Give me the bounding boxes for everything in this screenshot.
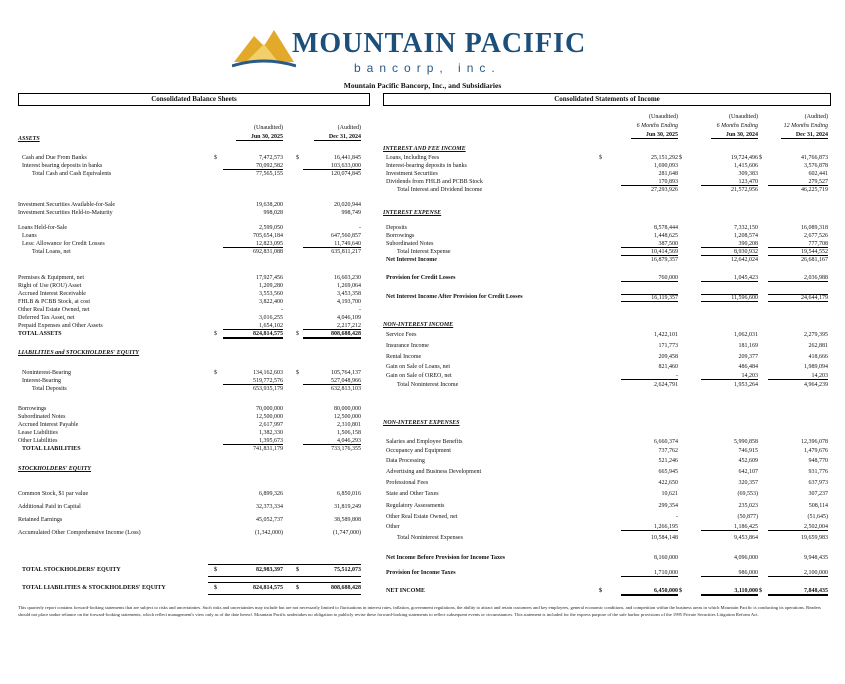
is-value-col1: 10,584,148 [651, 535, 678, 541]
is-row-label: Occupancy and Equipment [386, 448, 451, 454]
bs-value-jun-2025: 70,000,000 [256, 406, 283, 412]
bs-row-label: Deferred Tax Asset, net [18, 315, 75, 321]
is-row-label: NON-INTEREST EXPENSES [383, 420, 460, 426]
bs-value-dec-2024: 6,850,016 [337, 491, 361, 497]
is-value-col2: 1,953,264 [734, 382, 758, 388]
is-value-col3: 948,770 [808, 458, 828, 464]
bs-value-jun-2025: 1,382,330 [259, 430, 283, 436]
is-row-label: NET INCOME [386, 588, 426, 594]
bs-row-label: Borrowings [18, 406, 47, 412]
bs-row-label: Retained Earnings [18, 517, 63, 523]
is-value-col2: 1,045,423 [701, 275, 758, 282]
is-value-col3: 26,681,167 [801, 257, 828, 263]
bs-dollar-sign: $ [214, 567, 217, 573]
bs-value-dec-2024: 16,441,845 [334, 155, 361, 161]
is-row-label: Interest-bearing deposits in banks [386, 163, 467, 169]
is-value-col1: 760,000 [621, 275, 678, 282]
bs-value-jun-2025: 6,899,326 [259, 491, 283, 497]
is-row-label: Rental Income [386, 354, 422, 360]
bs-value-dec-2024: - [359, 225, 361, 231]
is-value-col1: 422,650 [658, 480, 678, 486]
bs-dollar-sign: $ [214, 155, 217, 161]
bs-value-dec-2024: (1,747,000) [333, 530, 361, 536]
bs-value-dec-2024: 733,176,355 [331, 446, 361, 452]
bs-value-dec-2024: 4,193,700 [337, 299, 361, 305]
is-value-col3: 777,708 [768, 241, 828, 248]
is-value-col1: 10,621 [661, 491, 678, 497]
is-value-col1: - [621, 373, 678, 380]
bs-value-dec-2024: 31,819,249 [334, 504, 361, 510]
is-value-col1: 821,460 [658, 364, 678, 370]
bs-row-label: Less: Allowance for Credit Losses [22, 241, 105, 247]
is-dollar-sign: $ [679, 155, 682, 161]
bs-value-dec-2024: 998,749 [341, 210, 361, 216]
bs-row-label: Right of Use (ROU) Asset [18, 283, 82, 289]
is-value-col3: 418,666 [808, 354, 828, 360]
is-value-col2: 21,572,956 [731, 187, 758, 193]
bs-value-jun-2025: 2,617,997 [259, 422, 283, 428]
bs-dollar-sign: $ [296, 585, 299, 591]
bs-value-jun-2025: 77,565,155 [256, 171, 283, 177]
bs-row-label: FHLB & PCBB Stock, at cost [18, 299, 91, 305]
is-value-col2: 309,383 [738, 171, 758, 177]
bs-value-dec-2024: 808,688,428 [331, 585, 361, 591]
is-value-col1: 1,422,101 [654, 332, 678, 338]
bs-row-label: Interest-Bearing [22, 378, 61, 384]
is-value-col3: 279,527 [768, 179, 828, 186]
is-value-col3: 1,989,094 [804, 364, 828, 370]
bs-row-label: Noninterest-Bearing [22, 370, 71, 376]
is-value-col2: 19,724,496 [731, 155, 758, 161]
is-value-col2: 4,096,000 [734, 555, 758, 561]
bs-dollar-sign: $ [296, 331, 299, 337]
bs-row-label: Accrued Interest Receivable [18, 291, 86, 297]
bs-dollar-sign: $ [214, 585, 217, 591]
bs-value-jun-2025: 70,092,582 [223, 163, 283, 170]
bs-row-label: Cash and Due From Banks [22, 155, 87, 161]
bs-row-label: Common Stock, $1 par value [18, 491, 89, 497]
bs-value-dec-2024: 647,560,857 [331, 233, 361, 239]
is-value-col2: 486,484 [738, 364, 758, 370]
is-value-col3: 46,225,719 [801, 187, 828, 193]
is-value-col2: 746,915 [738, 448, 758, 454]
bs-row-label: Loans Held-for-Sale [18, 225, 68, 231]
bs-row-label: TOTAL LIABILITIES & STOCKHOLDERS' EQUITY [22, 585, 166, 591]
company-logo [232, 20, 587, 76]
bs-row-label: LIABILITIES and STOCKHOLDERS' EQUITY [18, 350, 140, 356]
is-row-label: Dividends from FHLB and PCBB Stock [386, 179, 483, 185]
bs-value-dec-2024: 103,633,000 [303, 163, 361, 170]
is-value-col3: 307,237 [808, 491, 828, 497]
bs-value-jun-2025: 3,822,400 [259, 299, 283, 305]
is-value-col3: 4,964,239 [804, 382, 828, 388]
bs-value-dec-2024: 1,269,064 [337, 283, 361, 289]
bs-value-jun-2025: 134,162,603 [253, 370, 283, 376]
bs-row-label: TOTAL STOCKHOLDERS' EQUITY [22, 567, 121, 573]
is-value-col2: 320,357 [738, 480, 758, 486]
is-value-col1: 6,450,000 [621, 588, 678, 596]
is-value-col3: 41,766,873 [801, 155, 828, 161]
balance-sheet-table [18, 114, 368, 594]
is-value-col2: 642,107 [738, 469, 758, 475]
bs-value-dec-2024: 12,500,000 [334, 414, 361, 420]
bs-value-jun-2025: 45,052,737 [256, 517, 283, 523]
is-col2-period: 6 Months Ending [716, 123, 758, 129]
is-value-col3: 12,396,078 [801, 439, 828, 445]
is-row-label: INTEREST AND FEE INCOME [383, 146, 466, 152]
is-value-col1: 16,119,357 [621, 294, 678, 302]
is-row-label: Professional Fees [386, 480, 429, 486]
bs-value-jun-2025: 3,553,560 [259, 291, 283, 297]
bs-value-jun-2025: 2,599,050 [259, 225, 283, 231]
is-dollar-sign: $ [599, 155, 602, 161]
is-col2-status: (Unaudited) [729, 114, 758, 120]
is-row-label: Investment Securities [386, 171, 438, 177]
is-value-col2: (50,877) [737, 514, 758, 520]
bs-value-dec-2024: - [359, 307, 361, 313]
is-value-col2: 390,208 [701, 241, 758, 248]
is-value-col2: 235,023 [738, 503, 758, 509]
bs-col1-status: (Unaudited) [254, 125, 283, 131]
is-dollar-sign: $ [759, 588, 762, 594]
is-value-col1: 171,773 [658, 343, 678, 349]
bs-total-rule [208, 564, 361, 565]
is-value-col1: 170,893 [621, 179, 678, 186]
is-value-col1: 281,648 [658, 171, 678, 177]
is-row-label: Net Interest Income [386, 257, 437, 263]
is-value-col3: 2,036,988 [768, 275, 828, 282]
is-value-col1: - [676, 514, 678, 520]
bs-value-jun-2025: 653,935,179 [253, 386, 283, 392]
bs-row-label: Investment Securities Available-for-Sale [18, 202, 116, 208]
bs-value-jun-2025: 3,016,255 [259, 315, 283, 321]
bs-value-jun-2025: 1,209,280 [259, 283, 283, 289]
bs-row-label: Total Deposits [32, 386, 67, 392]
bs-row-label: Other Real Estate Owned, net [18, 307, 90, 313]
forward-looking-disclaimer: This quarterly report contains forward-looking statements that are subject to risks and uncertainties. Such risks and uncertainties may include but are not necessarily limited to fluctuations in interest rates, inflation, government regulations, the ability to attract and retain customers and key employees, general economic conditions, and competition within the business areas in which Mountain Pacific is conducting its operations. Readers should not place undue reliance on the forward-looking statements, which reflect management's view only as of the date hereof. Mountain Pacific undertakes no obligation to publicly revise these forward-looking statements to reflect subsequent events or circumstances. This statement is included for the express purpose of the safe harbor provisions of the 1995 Private Securities Litigation Reform Act. [18, 605, 821, 617]
is-value-col3: 2,279,395 [804, 332, 828, 338]
bs-value-dec-2024: 2,310,801 [337, 422, 361, 428]
is-value-col3: 7,848,435 [768, 588, 828, 596]
bs-value-dec-2024: 527,048,966 [303, 378, 361, 385]
is-value-col1: 1,690,093 [654, 163, 678, 169]
is-value-col3: 931,776 [808, 469, 828, 475]
is-row-label: Total Interest Expense [397, 249, 451, 255]
bs-value-jun-2025: 824,814,575 [223, 331, 283, 339]
bs-total-rule [208, 576, 361, 577]
bs-value-dec-2024: 4,046,293 [303, 438, 361, 445]
is-value-col1: 10,414,569 [621, 249, 678, 256]
bs-col1-date: Jun 30, 2025 [236, 134, 283, 141]
bs-value-dec-2024: 38,589,808 [334, 517, 361, 523]
is-row-label: Gain on Sale of Loans, net [386, 364, 450, 370]
is-col1-date: Jun 30, 2025 [631, 132, 678, 139]
is-value-col3: 2,677,526 [804, 233, 828, 239]
bs-value-dec-2024: 16,603,230 [334, 275, 361, 281]
is-value-col1: 8,578,444 [654, 225, 678, 231]
bs-value-jun-2025: 7,472,573 [259, 155, 283, 161]
is-row-label: Net Interest Income After Provision for Credit Losses [386, 294, 523, 300]
is-row-label: Regulatory Assessments [386, 503, 445, 509]
bs-value-jun-2025: (1,342,000) [255, 530, 283, 536]
is-value-col3: 3,576,878 [804, 163, 828, 169]
is-row-label: State and Other Taxes [386, 491, 439, 497]
is-row-label: Advertising and Business Development [386, 469, 482, 475]
bs-total-rule [208, 582, 361, 583]
is-row-label: Loans, Including Fees [386, 155, 440, 161]
bs-value-jun-2025: 1,654,102 [223, 323, 283, 330]
bs-value-dec-2024: 808,688,428 [303, 331, 361, 339]
is-col2-date: Jun 30, 2024 [711, 132, 758, 139]
bs-value-dec-2024: 11,749,640 [303, 241, 361, 248]
is-value-col1: 387,500 [621, 241, 678, 248]
bs-value-jun-2025: 741,831,179 [253, 446, 283, 452]
is-value-col2: 11,596,600 [701, 294, 758, 302]
is-value-col1: 665,945 [658, 469, 678, 475]
is-dollar-sign: $ [679, 588, 682, 594]
is-value-col3: 9,948,435 [804, 555, 828, 561]
is-value-col3: 24,644,179 [768, 294, 828, 302]
is-col1-status: (Unaudited) [649, 114, 678, 120]
bs-value-dec-2024: 75,512,073 [334, 567, 361, 573]
bs-value-dec-2024: 4,046,109 [337, 315, 361, 321]
bs-row-label: ASSETS [18, 136, 40, 142]
bs-value-jun-2025: 998,028 [263, 210, 283, 216]
is-value-col2: 452,609 [738, 458, 758, 464]
is-row-label: Total Noninterest Income [397, 382, 459, 388]
is-value-col2: 8,930,932 [701, 249, 758, 256]
balance-sheet-heading: Consolidated Balance Sheets [18, 93, 370, 106]
bs-row-label: TOTAL ASSETS [18, 331, 62, 337]
bs-col2-status: (Audited) [337, 125, 361, 131]
is-value-col1: 8,160,000 [654, 555, 678, 561]
is-value-col3: 19,659,983 [801, 535, 828, 541]
bs-value-dec-2024: 632,813,103 [331, 386, 361, 392]
is-value-col2: (69,553) [737, 491, 758, 497]
bs-value-dec-2024: 1,506,158 [337, 430, 361, 436]
is-dollar-sign: $ [759, 155, 762, 161]
is-col1-period: 6 Months Ending [636, 123, 678, 129]
bs-value-jun-2025: 1,395,673 [223, 438, 283, 445]
is-value-col1: 1,710,000 [621, 570, 678, 577]
is-value-col1: 1,266,195 [621, 524, 678, 531]
is-value-col2: 1,415,606 [734, 163, 758, 169]
bs-row-label: Accumulated Other Comprehensive Income (Loss) [18, 530, 141, 536]
bs-row-label: Lease Liabilities [18, 430, 58, 436]
bs-row-label: Accrued Interest Payable [18, 422, 79, 428]
is-value-col1: 299,354 [658, 503, 678, 509]
bs-row-label: Investment Securities Held-to-Maturity [18, 210, 113, 216]
company-title: Mountain Pacific Bancorp, Inc., and Subsidiaries [343, 81, 502, 90]
is-value-col2: 12,642,024 [731, 257, 758, 263]
bs-row-label: Additional Paid in Capital [18, 504, 81, 510]
is-value-col2: 9,453,864 [734, 535, 758, 541]
is-value-col3: 602,441 [808, 171, 828, 177]
bs-value-jun-2025: 12,823,095 [223, 241, 283, 248]
is-row-label: Borrowings [386, 233, 415, 239]
is-dollar-sign: $ [599, 588, 602, 594]
is-row-label: NON-INTEREST INCOME [383, 322, 454, 328]
is-row-label: Total Noninterest Expenses [397, 535, 463, 541]
is-value-col3: 16,089,318 [801, 225, 828, 231]
mountain-logo-icon [232, 22, 296, 70]
bs-total-rule [208, 594, 361, 595]
bs-dollar-sign: $ [296, 370, 299, 376]
is-value-col3: 19,544,552 [768, 249, 828, 256]
income-statement-table [383, 114, 829, 594]
is-row-label: Other [386, 524, 400, 530]
bs-row-label: Prepaid Expenses and Other Assets [18, 323, 103, 329]
bs-dollar-sign: $ [296, 567, 299, 573]
is-row-label: Data Processing [386, 458, 425, 464]
is-value-col1: 737,762 [658, 448, 678, 454]
is-col3-status: (Audited) [804, 114, 828, 120]
is-row-label: Salaries and Employee Benefits [386, 439, 463, 445]
is-row-label: Subordinated Notes [386, 241, 434, 247]
is-value-col3: (51,645) [807, 514, 828, 520]
is-value-col3: 1,479,676 [804, 448, 828, 454]
logo-wordmark: MOUNTAIN PACIFIC [292, 28, 587, 59]
bs-dollar-sign: $ [214, 331, 217, 337]
bs-row-label: Premises & Equipment, net [18, 275, 84, 281]
bs-value-dec-2024: 3,453,358 [337, 291, 361, 297]
is-row-label: INTEREST EXPENSE [383, 210, 442, 216]
is-value-col1: 209,458 [658, 354, 678, 360]
is-value-col2: 1,208,574 [734, 233, 758, 239]
is-value-col3: 2,100,000 [768, 570, 828, 577]
is-value-col2: 14,203 [701, 373, 758, 380]
is-row-label: Gain on Sale of OREO, net [386, 373, 452, 379]
bs-value-dec-2024: 2,217,212 [303, 323, 361, 330]
is-value-col1: 521,246 [658, 458, 678, 464]
bs-row-label: Other Liabilities [18, 438, 58, 444]
bs-value-jun-2025: 32,373,334 [256, 504, 283, 510]
bs-row-label: Total Cash and Cash Equivalents [32, 171, 112, 177]
is-value-col1: 25,151,292 [651, 155, 678, 161]
is-value-col3: 14,203 [768, 373, 828, 380]
income-statement-heading: Consolidated Statements of Income [383, 93, 831, 106]
bs-dollar-sign: $ [214, 370, 217, 376]
is-value-col2: 123,470 [701, 179, 758, 186]
is-value-col2: 7,332,150 [734, 225, 758, 231]
bs-row-label: TOTAL LIABILITIES [22, 446, 81, 452]
bs-value-dec-2024: 105,764,137 [331, 370, 361, 376]
is-row-label: Deposits [386, 225, 407, 231]
is-value-col2: 3,110,000 [701, 588, 758, 596]
is-value-col3: 2,502,004 [768, 524, 828, 531]
is-value-col3: 508,114 [808, 503, 828, 509]
is-value-col2: 986,000 [701, 570, 758, 577]
bs-value-jun-2025: 19,638,200 [256, 202, 283, 208]
bs-value-jun-2025: 519,772,576 [223, 378, 283, 385]
is-row-label: Provision for Credit Losses [386, 275, 456, 281]
is-value-col1: 6,660,374 [654, 439, 678, 445]
is-row-label: Provision for Income Taxes [386, 570, 456, 576]
bs-value-dec-2024: 20,020,944 [334, 202, 361, 208]
is-value-col1: 16,879,357 [651, 257, 678, 263]
is-value-col1: 2,624,791 [654, 382, 678, 388]
is-row-label: Total Interest and Dividend Income [397, 187, 483, 193]
bs-row-label: Total Loans, net [32, 249, 71, 255]
bs-row-label: Subordinated Notes [18, 414, 66, 420]
is-row-label: Service Fees [386, 332, 417, 338]
is-value-col1: 27,293,926 [651, 187, 678, 193]
is-value-col2: 181,169 [738, 343, 758, 349]
bs-row-label: Loans [22, 233, 37, 239]
bs-value-jun-2025: 12,500,000 [256, 414, 283, 420]
is-row-label: Net Income Before Provision for Income Taxes [386, 555, 505, 561]
bs-value-dec-2024: 80,000,000 [334, 406, 361, 412]
is-value-col2: 1,186,425 [701, 524, 758, 531]
is-row-label: Other Real Estate Owned, net [386, 514, 458, 520]
bs-value-jun-2025: 705,654,184 [253, 233, 283, 239]
bs-value-dec-2024: 635,811,217 [331, 249, 361, 255]
bs-col2-date: Dec 31, 2024 [314, 134, 361, 141]
is-value-col3: 637,973 [808, 480, 828, 486]
bs-value-jun-2025: - [281, 307, 283, 313]
logo-subtitle: bancorp, inc. [354, 61, 501, 75]
bs-value-dec-2024: 120,074,845 [331, 171, 361, 177]
bs-value-jun-2025: 82,983,397 [256, 567, 283, 573]
bs-value-jun-2025: 17,927,456 [256, 275, 283, 281]
bs-row-label: Interest bearing deposits in banks [22, 163, 103, 169]
is-col3-period: 12 Months Ending [783, 123, 828, 129]
bs-dollar-sign: $ [296, 155, 299, 161]
is-col3-date: Dec 31, 2024 [781, 132, 828, 139]
is-row-label: Insurance Income [386, 343, 429, 349]
bs-value-jun-2025: 824,814,575 [253, 585, 283, 591]
is-value-col1: 1,448,625 [654, 233, 678, 239]
bs-row-label: STOCKHOLDERS' EQUITY [18, 466, 92, 472]
is-value-col3: 262,881 [808, 343, 828, 349]
bs-value-jun-2025: 692,831,088 [253, 249, 283, 255]
is-value-col2: 1,062,031 [734, 332, 758, 338]
is-value-col2: 5,990,858 [734, 439, 758, 445]
is-value-col2: 209,377 [738, 354, 758, 360]
